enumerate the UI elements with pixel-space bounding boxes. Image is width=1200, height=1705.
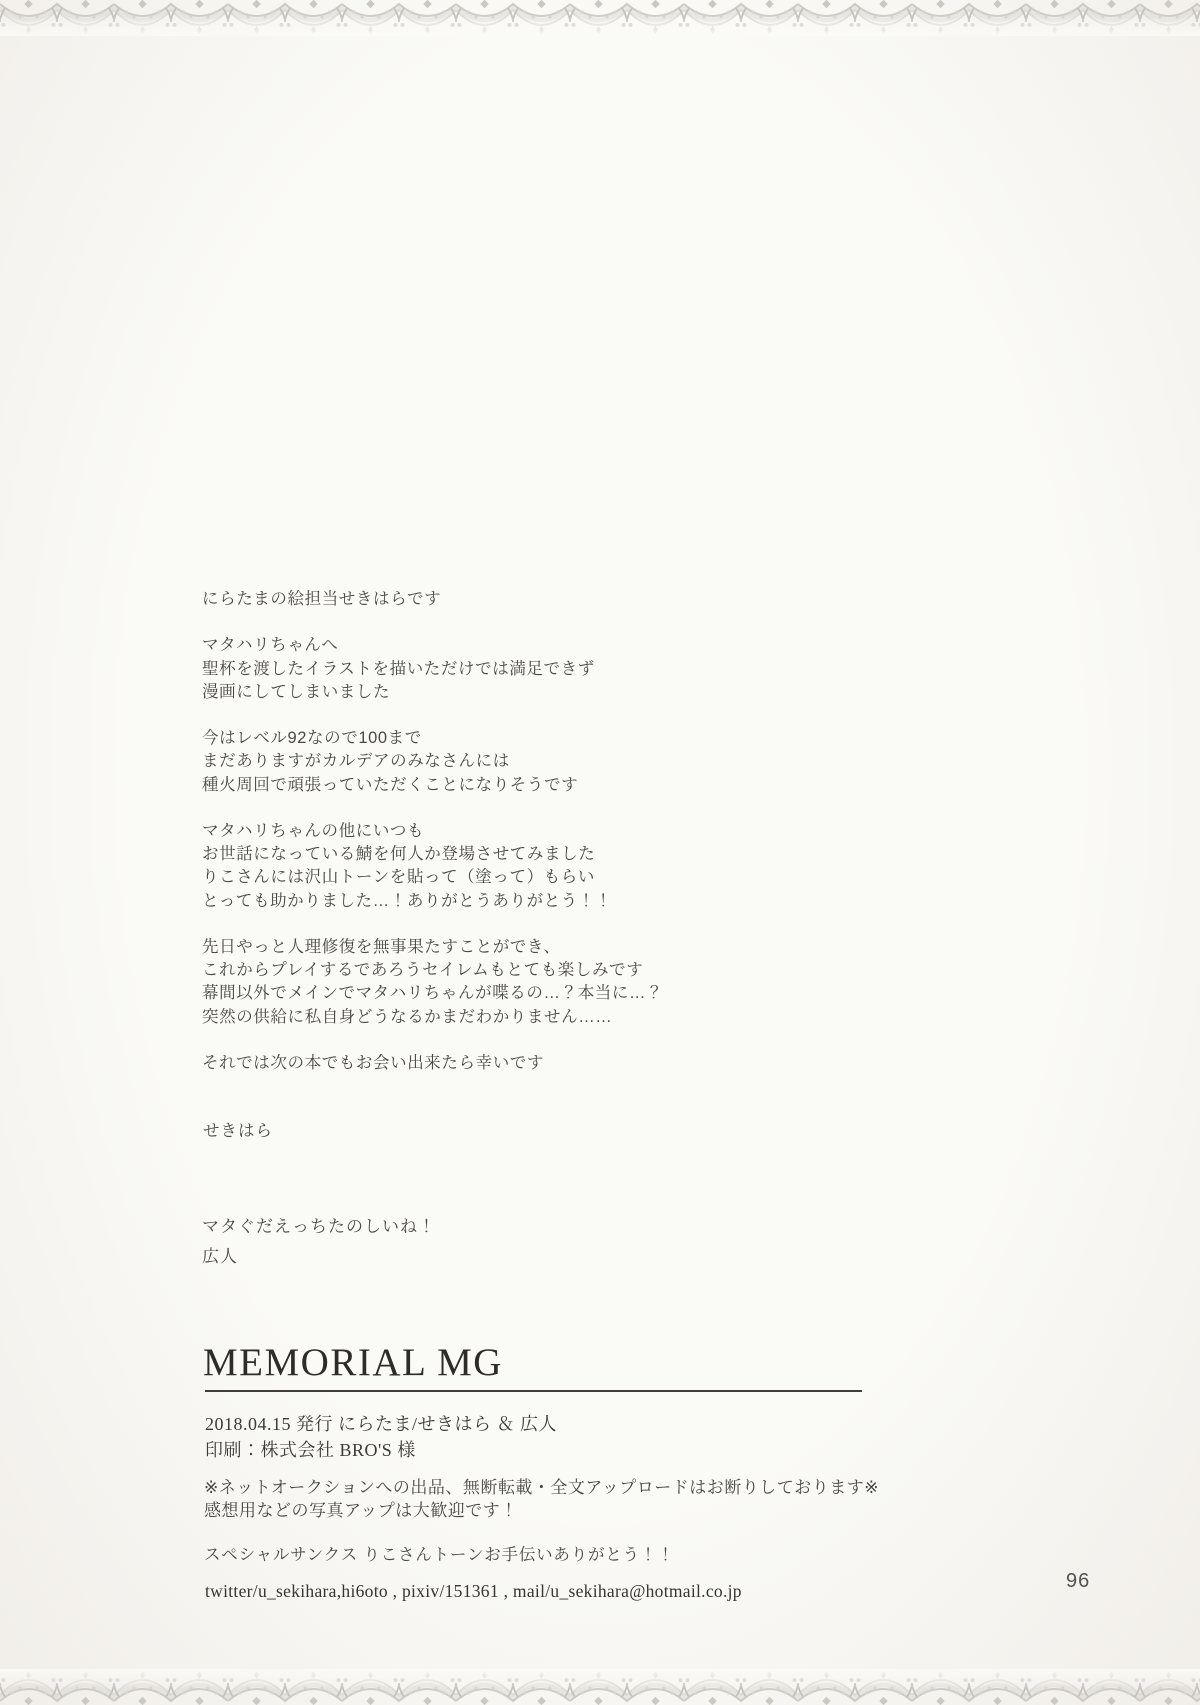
afterword-line: とっても助かりました…！ありがとうありがとう！！ [202, 891, 613, 910]
publication-info [205, 1412, 557, 1463]
blank-line [202, 913, 663, 936]
title-underline [205, 1390, 862, 1392]
afterword-line: 突然の供給に私自身どうなるかまだわかりません…… [202, 1007, 613, 1026]
afterword-line: マタハリちゃんへ [202, 636, 339, 655]
notice-line-1: ※ネットオークションへの出品、無断転載・全文アップロードはお断りしております※ [204, 1478, 879, 1497]
afterword-line: 今はレベル92なので100まで [202, 729, 422, 748]
afterword-line: 漫画にしてしまいました [202, 682, 391, 701]
blank-line [202, 797, 663, 820]
book-title: MEMORIAL MG [203, 1341, 503, 1384]
afterword-line: 先日やっと人理修復を無事果たすことができ、 [202, 938, 561, 957]
afterword-line: 幕間以外でメインでマタハリちゃんが喋るの…？本当に…？ [202, 984, 664, 1003]
afterword-line: それでは次の本でもお会い出来たら幸いです [202, 1054, 544, 1073]
guest-signature: 広人 [202, 1247, 238, 1266]
guest-comment-block [202, 1212, 436, 1272]
afterword-line: マタハリちゃんの他にいつも [202, 822, 425, 841]
afterword-text [202, 588, 663, 1075]
afterword-line: 聖杯を渡したイラストを描いただけでは満足できず [202, 659, 595, 678]
blank-line [202, 1029, 663, 1052]
afterword-line: お世話になっている鯖を何人か登場させてみました [202, 845, 596, 864]
blank-line [202, 611, 663, 634]
special-thanks: スペシャルサンクス りこさんトーンお手伝いありがとう！！ [204, 1546, 675, 1564]
guest-comment: マタぐだえっちたのしいね！ [202, 1217, 436, 1236]
printer-line: 印刷：株式会社 BRO'S 様 [205, 1439, 416, 1460]
afterword-line: これからプレイするであろうセイレムもとても楽しみです [202, 961, 644, 980]
contact-info: twitter/u_sekihara,hi6oto , pixiv/151361 , mail/u_sekihara@hotmail.co.jp [205, 1581, 742, 1601]
afterword-line: にらたまの絵担当せきはらです [202, 590, 442, 608]
lace-border-top [0, 0, 1200, 36]
page-number: 96 [1066, 1570, 1091, 1592]
afterword-line: りこさんには沢山トーンを貼って（塗って）もらい [202, 868, 595, 887]
afterword-line: 種火周回で頑張っていただくことになりそうです [202, 775, 579, 794]
author-signature: せきはら [203, 1122, 273, 1140]
notice-line-2: 感想用などの写真アップは大歓迎です！ [204, 1501, 518, 1520]
afterword-line: まだありますがカルデアのみなさんには [202, 752, 510, 771]
reprint-notice [204, 1476, 879, 1522]
lace-border-bottom [0, 1669, 1200, 1705]
publication-date-line: 2018.04.15 発行 にらたま/せきはら ＆ 広人 [205, 1414, 557, 1434]
blank-line [202, 704, 663, 727]
